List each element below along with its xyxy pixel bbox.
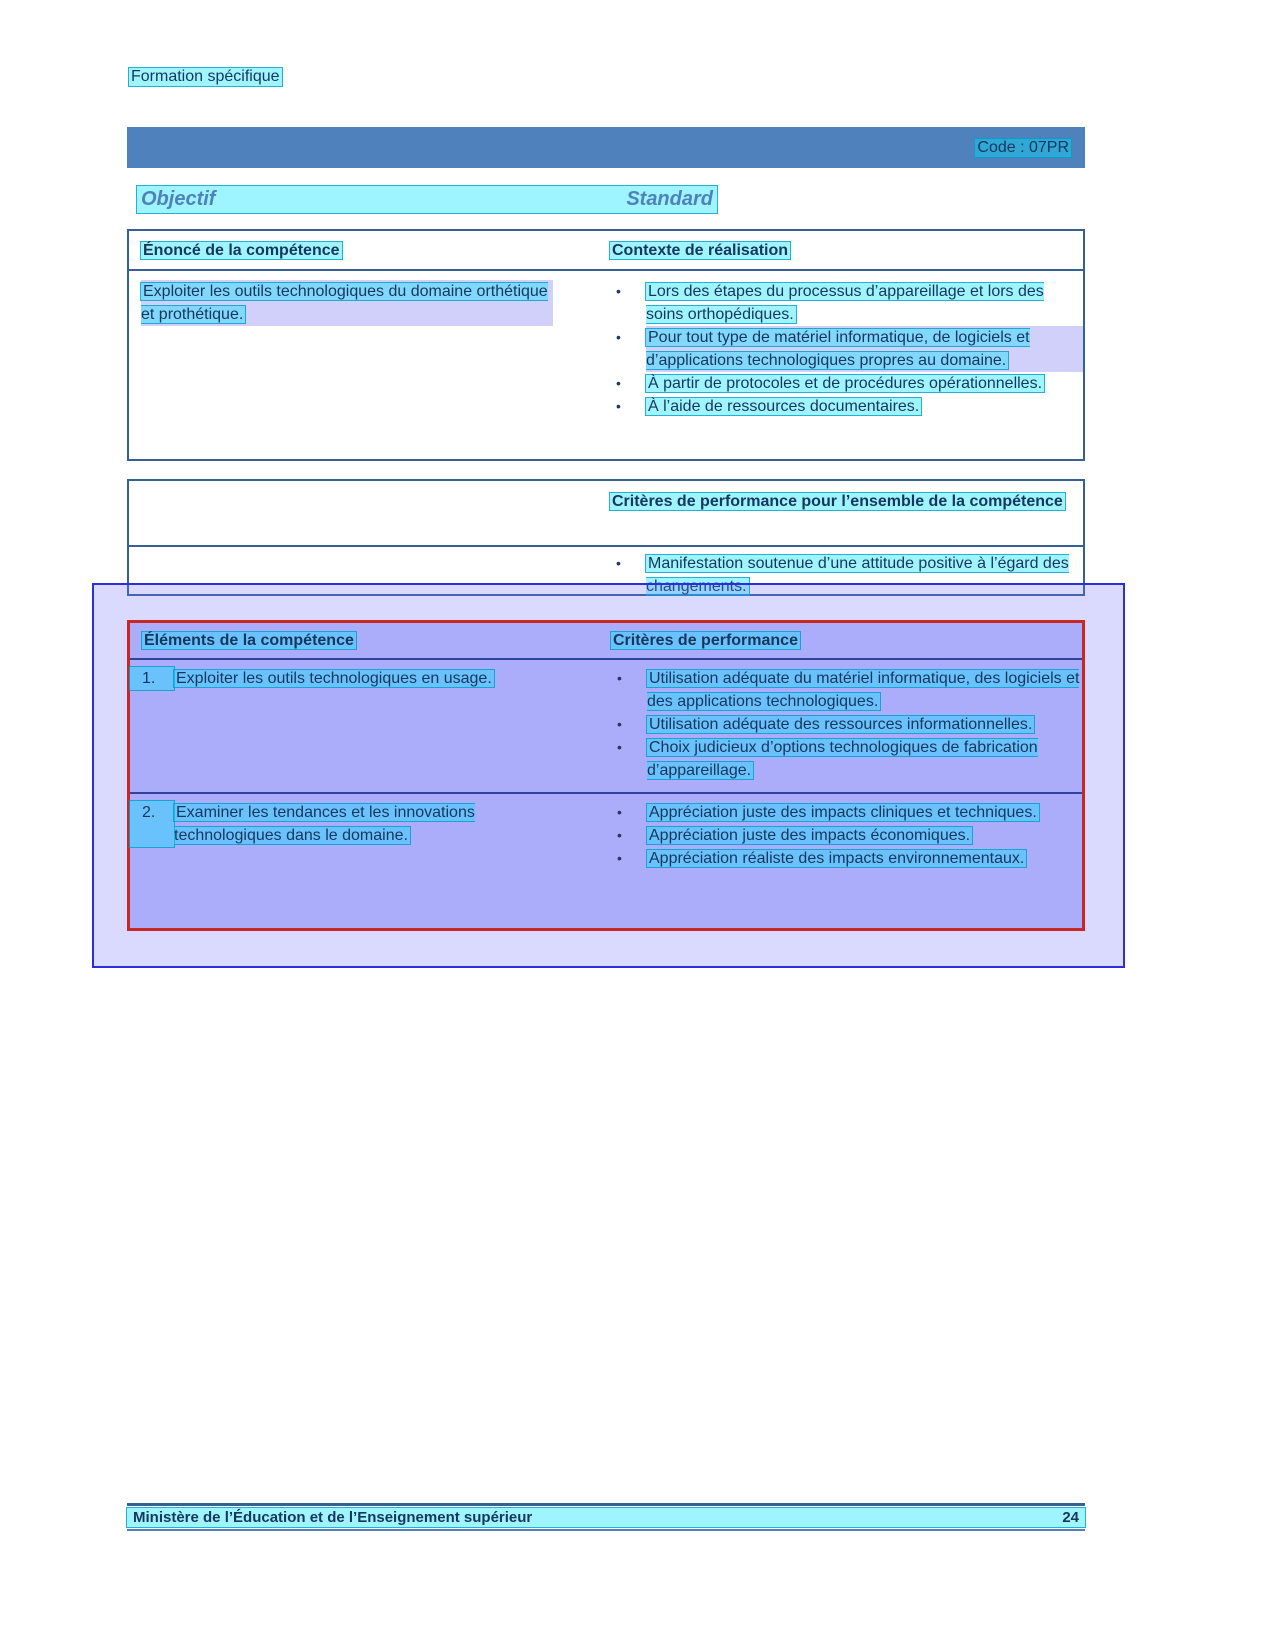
table3-row-1	[130, 660, 1082, 794]
section-label: Formation spécifique	[131, 68, 280, 85]
bullet-text: Appréciation juste des impacts cliniques et techniques.	[649, 804, 1037, 821]
element-text: Exploiter les outils technologiques en usage.	[176, 670, 492, 687]
table1-col2-header-cell	[602, 239, 1083, 262]
enonce-header: Énoncé de la compétence	[143, 241, 340, 259]
code-label: Code : 07PR	[977, 138, 1069, 156]
enonce-text: Exploiter les outils technologiques du domaine orthétique et prothétique.	[141, 283, 548, 323]
table2-header-row	[129, 481, 1083, 547]
table1-contexte-cell	[602, 280, 1083, 418]
criteres-ensemble-header: Critères de performance pour l’ensemble de la compétence	[612, 493, 1063, 510]
elements-header: Éléments de la compétence	[144, 632, 354, 649]
bullet-text: À l’aide de ressources documentaires.	[648, 398, 920, 415]
bullet-text: Manifestation soutenue d’une attitude positive à l’égard des changements.	[646, 555, 1069, 595]
footer-page-number: 24	[1062, 1509, 1079, 1526]
table1-enonce-cell	[129, 280, 602, 418]
table2-criteria-cell	[602, 552, 1083, 598]
element-cell	[130, 667, 603, 782]
criteria-cell	[603, 801, 1082, 870]
table2-header-cell	[602, 490, 1082, 545]
table1-col1-header-cell	[129, 239, 602, 262]
bullet-text: Utilisation adéquate du matériel informatique, des logiciels et des applications technologiques.	[647, 670, 1080, 710]
element-text: Examiner les tendances et les innovations technologiques dans le domaine.	[174, 804, 475, 844]
element-number: 1.	[130, 667, 174, 690]
standard-heading: Standard	[626, 188, 713, 210]
table2-empty-body-cell	[129, 552, 602, 598]
criteria-bullet	[611, 824, 1082, 847]
table3-header-row	[130, 623, 1082, 660]
footer-ministry-label: Ministère de l’Éducation et de l’Enseignement supérieur	[133, 1509, 533, 1526]
table2-body-row	[129, 547, 1083, 598]
criteres-header: Critères de performance	[613, 632, 798, 649]
bullet-icon: •	[616, 329, 621, 345]
contexte-header: Contexte de réalisation	[612, 241, 789, 259]
bullet-icon: •	[616, 555, 621, 571]
table3-col1-header-cell	[130, 629, 603, 652]
bullet-icon: •	[617, 716, 622, 732]
bullet-icon: •	[616, 398, 621, 414]
bullet-text: Pour tout type de matériel informatique, de logiciels et d’applications technologiques propres au domaine.	[646, 329, 1030, 369]
bullet-icon: •	[617, 739, 622, 755]
context-bullet	[610, 395, 1083, 418]
title-bar	[127, 127, 1085, 168]
criteria-bullet	[611, 736, 1082, 782]
bullet-icon: •	[616, 375, 621, 391]
competence-context-table	[127, 229, 1085, 461]
context-bullet	[610, 326, 1083, 372]
table3-row-2	[130, 794, 1082, 880]
footer-row	[127, 1508, 1085, 1527]
bullet-text: Appréciation juste des impacts économiques.	[649, 827, 971, 844]
bullet-icon: •	[617, 827, 622, 843]
section-headings	[137, 186, 717, 213]
bullet-icon: •	[617, 804, 622, 820]
page-footer	[127, 1503, 1085, 1531]
context-bullet	[610, 372, 1083, 395]
table3-col2-header-cell	[603, 629, 1082, 652]
table1-header-row	[129, 231, 1083, 271]
criteria-cell	[603, 667, 1082, 782]
criteria-bullet	[611, 847, 1082, 870]
table1-body-row	[129, 271, 1083, 418]
performance-criteria-table	[127, 479, 1085, 596]
criteria-bullet	[611, 667, 1082, 713]
bullet-text: Lors des étapes du processus d’appareillage et lors des soins orthopédiques.	[646, 283, 1044, 323]
bullet-text: Appréciation réaliste des impacts environnementaux.	[649, 850, 1025, 867]
bullet-text: Choix judicieux d’options technologiques de fabrication d’appareillage.	[647, 739, 1038, 779]
bullet-icon: •	[616, 283, 621, 299]
bullet-text: Utilisation adéquate des ressources informationnelles.	[649, 716, 1033, 733]
element-number: 2.	[130, 801, 174, 847]
bullet-text: À partir de protocoles et de procédures opérationnelles.	[648, 375, 1043, 392]
table2-empty-header-cell	[129, 490, 602, 545]
elements-criteria-table	[127, 620, 1085, 931]
element-cell	[130, 801, 603, 870]
objectif-heading: Objectif	[141, 188, 216, 210]
bullet-icon: •	[617, 850, 622, 866]
criteria-bullet	[611, 801, 1082, 824]
criteria-bullet	[611, 713, 1082, 736]
context-bullet	[610, 280, 1083, 326]
bullet-icon: •	[617, 670, 622, 686]
criteria-bullet	[610, 552, 1083, 598]
